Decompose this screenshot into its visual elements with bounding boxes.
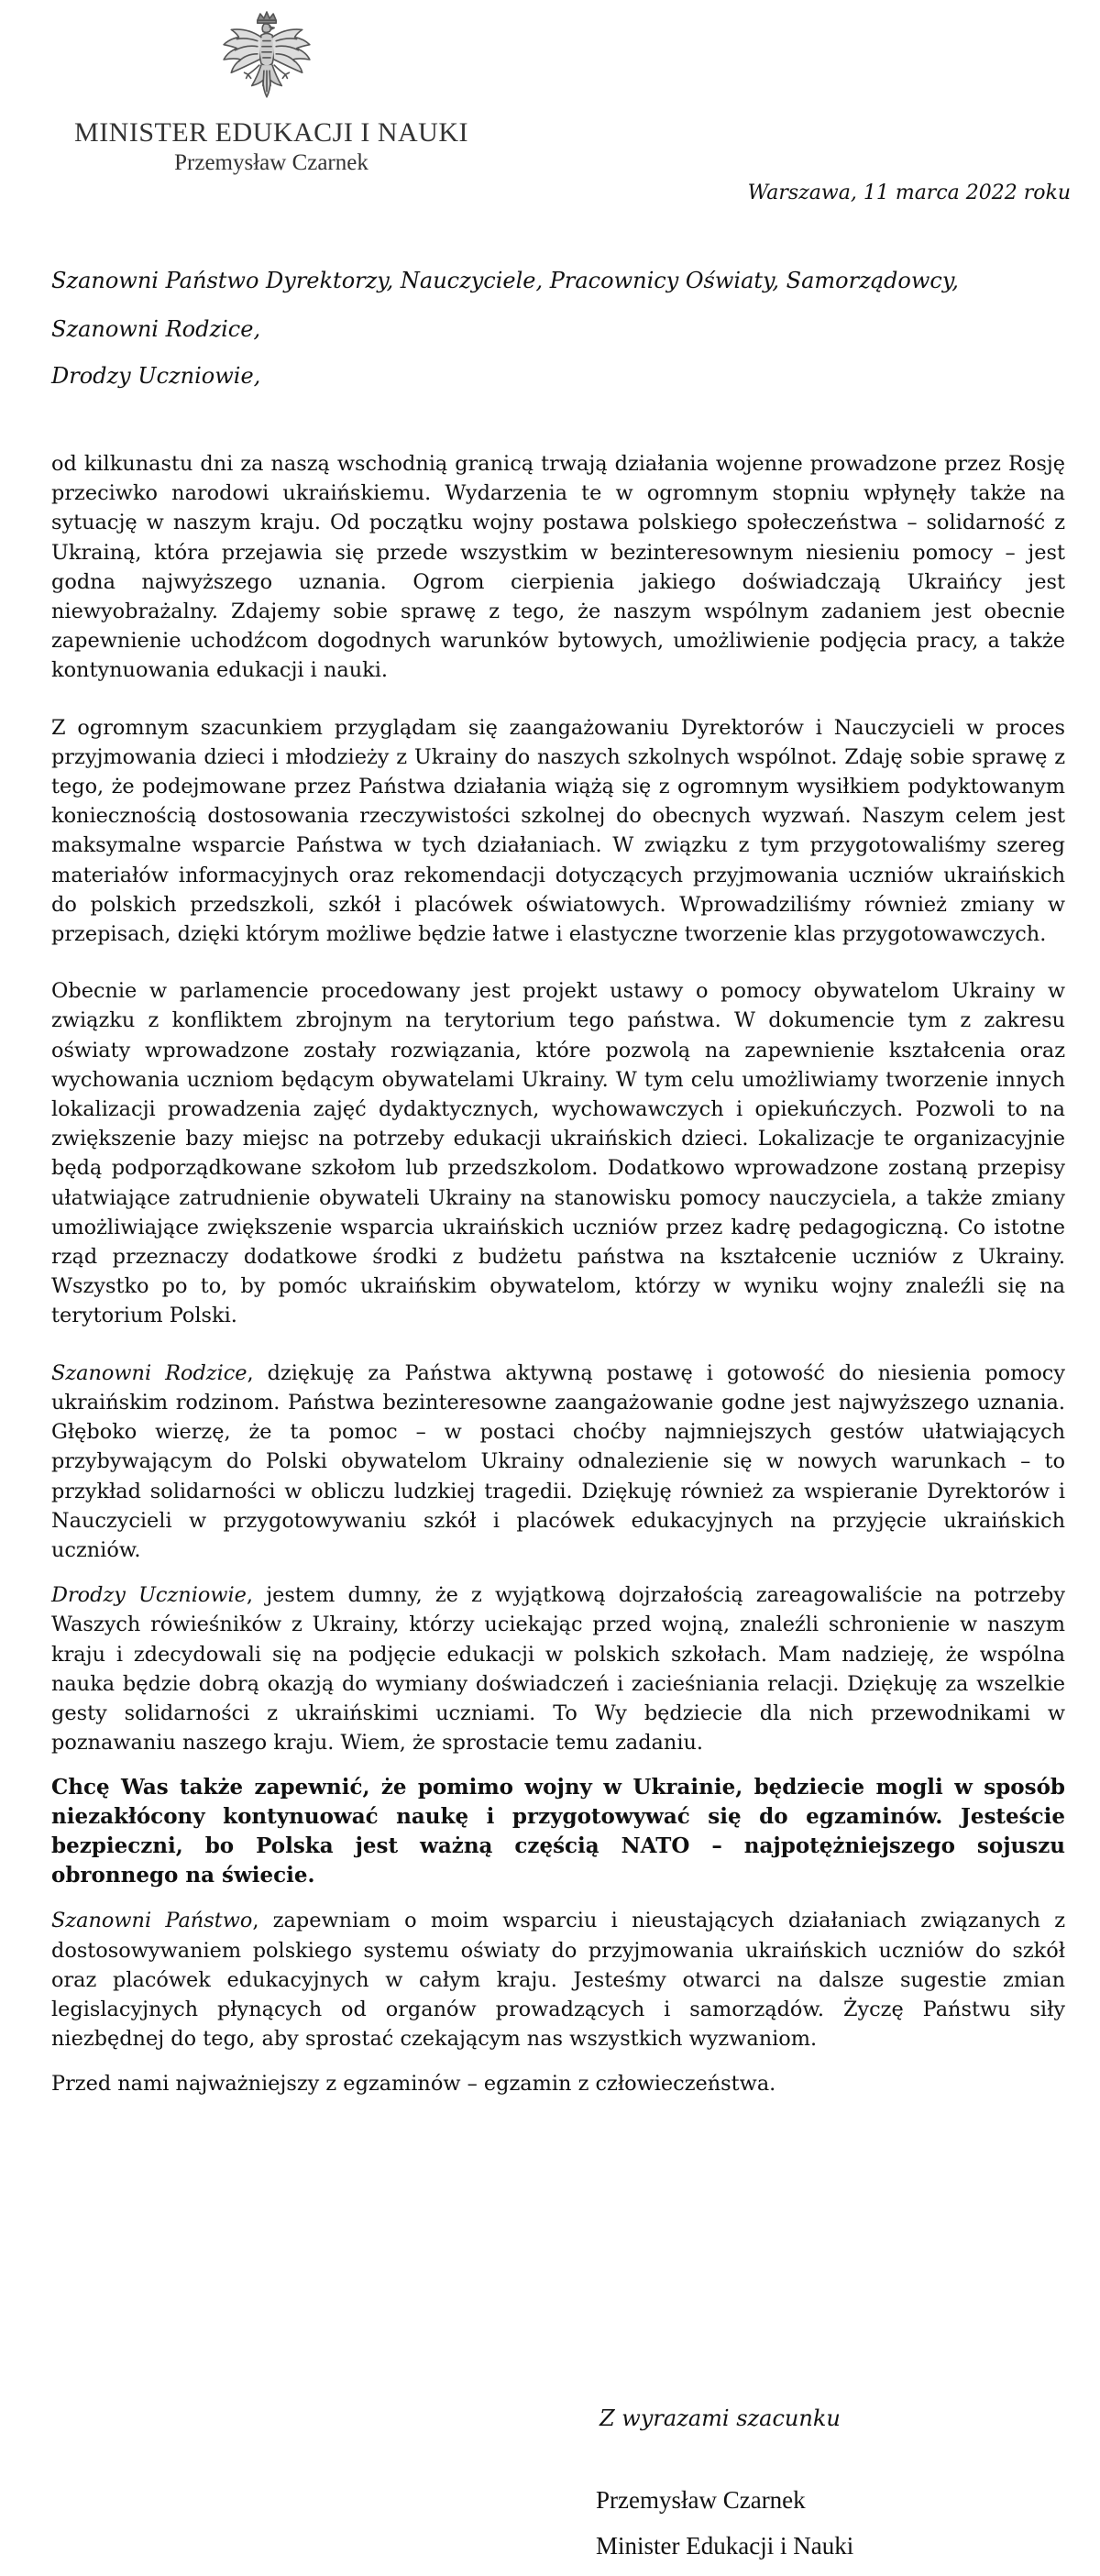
body-paragraph: Z ogromnym szacunkiem przyglądam się zaangażowaniu Dyrektorów i Nauczycieli w proces przyjmowania dzieci i młodzieży z Ukrainy do naszych szkolnych wspólnot. Zdaję sobie sprawę z tego, że podejmowane przez Państwa działania wiążą się z ogromnym wysiłkiem podyktowanym koniecznością dostosowania rzeczywistości szkolnej do obecnych wyzwań. Naszym celem jest maksymalne wsparcie Państwa w tych działaniach. W związku z tym przygotowaliśmy szereg materiałów informacyjnych oraz rekomendacji dotyczących przyjmowania uczniów ukraińskich do polskich przedszkoli, szkół i placówek oświatowych. Wprowadziliśmy również zmiany w przepisach, dzięki którym możliwe będzie łatwe i elastyczne tworzenie klas przygotowawczych.: [51, 715, 1065, 947]
paragraph-lead: Szanowni Państwo: [51, 1909, 253, 1933]
paragraph-text: , dziękuję za Państwa aktywną postawę i gotowość do niesienia pomocy ukraińskim rodzinom. Państwa bezinteresowne zaangażowanie godne jest najwyższego uznania. Głęboko wierzę, że ta pomoc – w postaci choćby najmniejszych gestów ułatwiających przybywającym do Polski obywatelom Ukrainy odnalezienie się w nowych warunkach – to przykład solidarności w obliczu ludzkiej tragedii. Dziękuję również za wspieranie Dyrektorów i Nauczycieli w przygotowywaniu szkół i placówek edukacyjnych na przyjęcie ukraińskich uczniów.: [51, 1360, 1065, 1562]
paragraph-text: , jestem dumny, że z wyjątkową dojrzałością zareagowaliście na potrzeby Waszych rówieśników z Ukrainy, którzy uciekając przed wojną, znaleźli schronienie w naszym kraju i zdecydowali się na podjęcie edukacji w polskich szkołach. Mam nadzieję, że wspólna nauka będzie dobrą okazją do wymiany doświadczeń i zacieśniania relacji. Dziękuję za wszelkie gesty solidarności z ukraińskimi uczniami. To Wy będziecie dla nich przewodnikami w poznawaniu naszego kraju. Wiem, że sprostacie temu zadaniu.: [51, 1583, 1065, 1756]
body-paragraph: [51, 1359, 1065, 1565]
salutation-line: Szanowni Państwo Dyrektorzy, Nauczyciele, Pracownicy Oświaty, Samorządowcy,: [51, 268, 959, 293]
bold-assurance-paragraph: Chcę Was także zapewnić, że pomimo wojny w Ukrainie, będziecie mogli w sposób niezakłócony kontynuować naukę i przygotowywać się do egzaminów. Jesteście bezpieczni, bo Polska jest ważną częścią NATO – najpotężniejszego sojuszu obronnego na świecie.: [51, 1775, 1065, 1888]
body-paragraph: od kilkunastu dni za naszą wschodnią granicą trwają działania wojenne prowadzone przez Rosję przeciwko narodowi ukraińskiemu. Wydarzenia te w ogromnym stopniu wpłynęły także na sytuację w naszym kraju. Od początku wojny postawa polskiego społeczeństwa – solidarność z Ukrainą, która przejawia się przede wszystkim w bezinteresownym niesieniu pomocy – jest godna najwyższego uznania. Ogrom cierpienia jakiego doświadczają Ukraińcy jest niewyobrażalny. Zdajemy sobie sprawę z tego, że naszym wspólnym zadaniem jest obecnie zapewnienie uchodźcom dogodnych warunków bytowych, umożliwienie podjęcia pracy, a także kontynuowania edukacji i nauki.: [51, 452, 1065, 683]
paragraph-text: , zapewniam o moim wsparciu i nieustających działaniach związanych z dostosowywaniem polskiego systemu oświaty do przyjmowania ukraińskich uczniów do szkół oraz placówek edukacyjnych w całym kraju. Jesteśmy otwarci na dalsze sugestie zmian legislacyjnych płynących od organów prowadzących i samorządów. Życzę Państwu siły niezbędnej do tego, aby sprostać czekającym nas wszystkich wyzwaniom.: [51, 1909, 1065, 2052]
salutation-line: Szanowni Rodzice,: [51, 316, 261, 342]
ministry-name: MINISTER EDUKACJI I NAUKI: [74, 117, 468, 148]
body-paragraph: Obecnie w parlamencie procedowany jest projekt ustawy o pomocy obywatelom Ukrainy w związku z konfliktem zbrojnym na terytorium tego państwa. W dokumencie tym z zakresu oświaty wprowadzone zostały rozwiązania, które pozwolą na zapewnienie kształcenia oraz wychowania uczniom będącym obywatelami Ukrainy. W tym celu umożliwiamy tworzenie innych lokalizacji prowadzenia zajęć dydaktycznych, wychowawczych i opiekuńczych. Pozwoli to na zwiększenie bazy miejsc na potrzeby edukacji ukraińskich dzieci. Lokalizacje te organizacyjnie będą podporządkowane szkołom lub przedszkolom. Dodatkowo wprowadzone zostaną przepisy ułatwiające zatrudnienie obywateli Ukrainy na stanowisku pomocy nauczyciela, a także zmiany umożliwiające zwiększenie wsparcia ukraińskich uczniów przez kadrę pedagogiczną. Co istotne rząd przeznaczy dodatkowe środki z budżetu państwa na kształcenie uczniów z Ukrainy. Wszystko po to, by pomóc ukraińskim obywatelom, którzy w wyniku wojny znaleźli się na terytorium Polski.: [51, 979, 1065, 1328]
polish-eagle-emblem: [220, 11, 314, 110]
body-paragraph: [51, 1580, 1065, 1757]
signature-title: Minister Edukacji i Nauki: [596, 2532, 854, 2559]
minister-name-header: Przemysław Czarnek: [174, 150, 368, 175]
body-paragraph: Przed nami najważniejszy z egzaminów – egzamin z człowieczeństwa.: [51, 2072, 776, 2097]
closing-phrase: Z wyrazami szacunku: [600, 2405, 841, 2431]
paragraph-lead: Drodzy Uczniowie: [51, 1583, 247, 1608]
letter-date: Warszawa, 11 marca 2022 roku: [747, 182, 1071, 204]
signature-name: Przemysław Czarnek: [596, 2486, 806, 2514]
body-paragraph: [51, 1906, 1065, 2053]
letter-body: [51, 449, 1065, 2099]
salutation-line: Drodzy Uczniowie,: [51, 363, 261, 389]
paragraph-lead: Szanowni Rodzice: [51, 1360, 248, 1385]
